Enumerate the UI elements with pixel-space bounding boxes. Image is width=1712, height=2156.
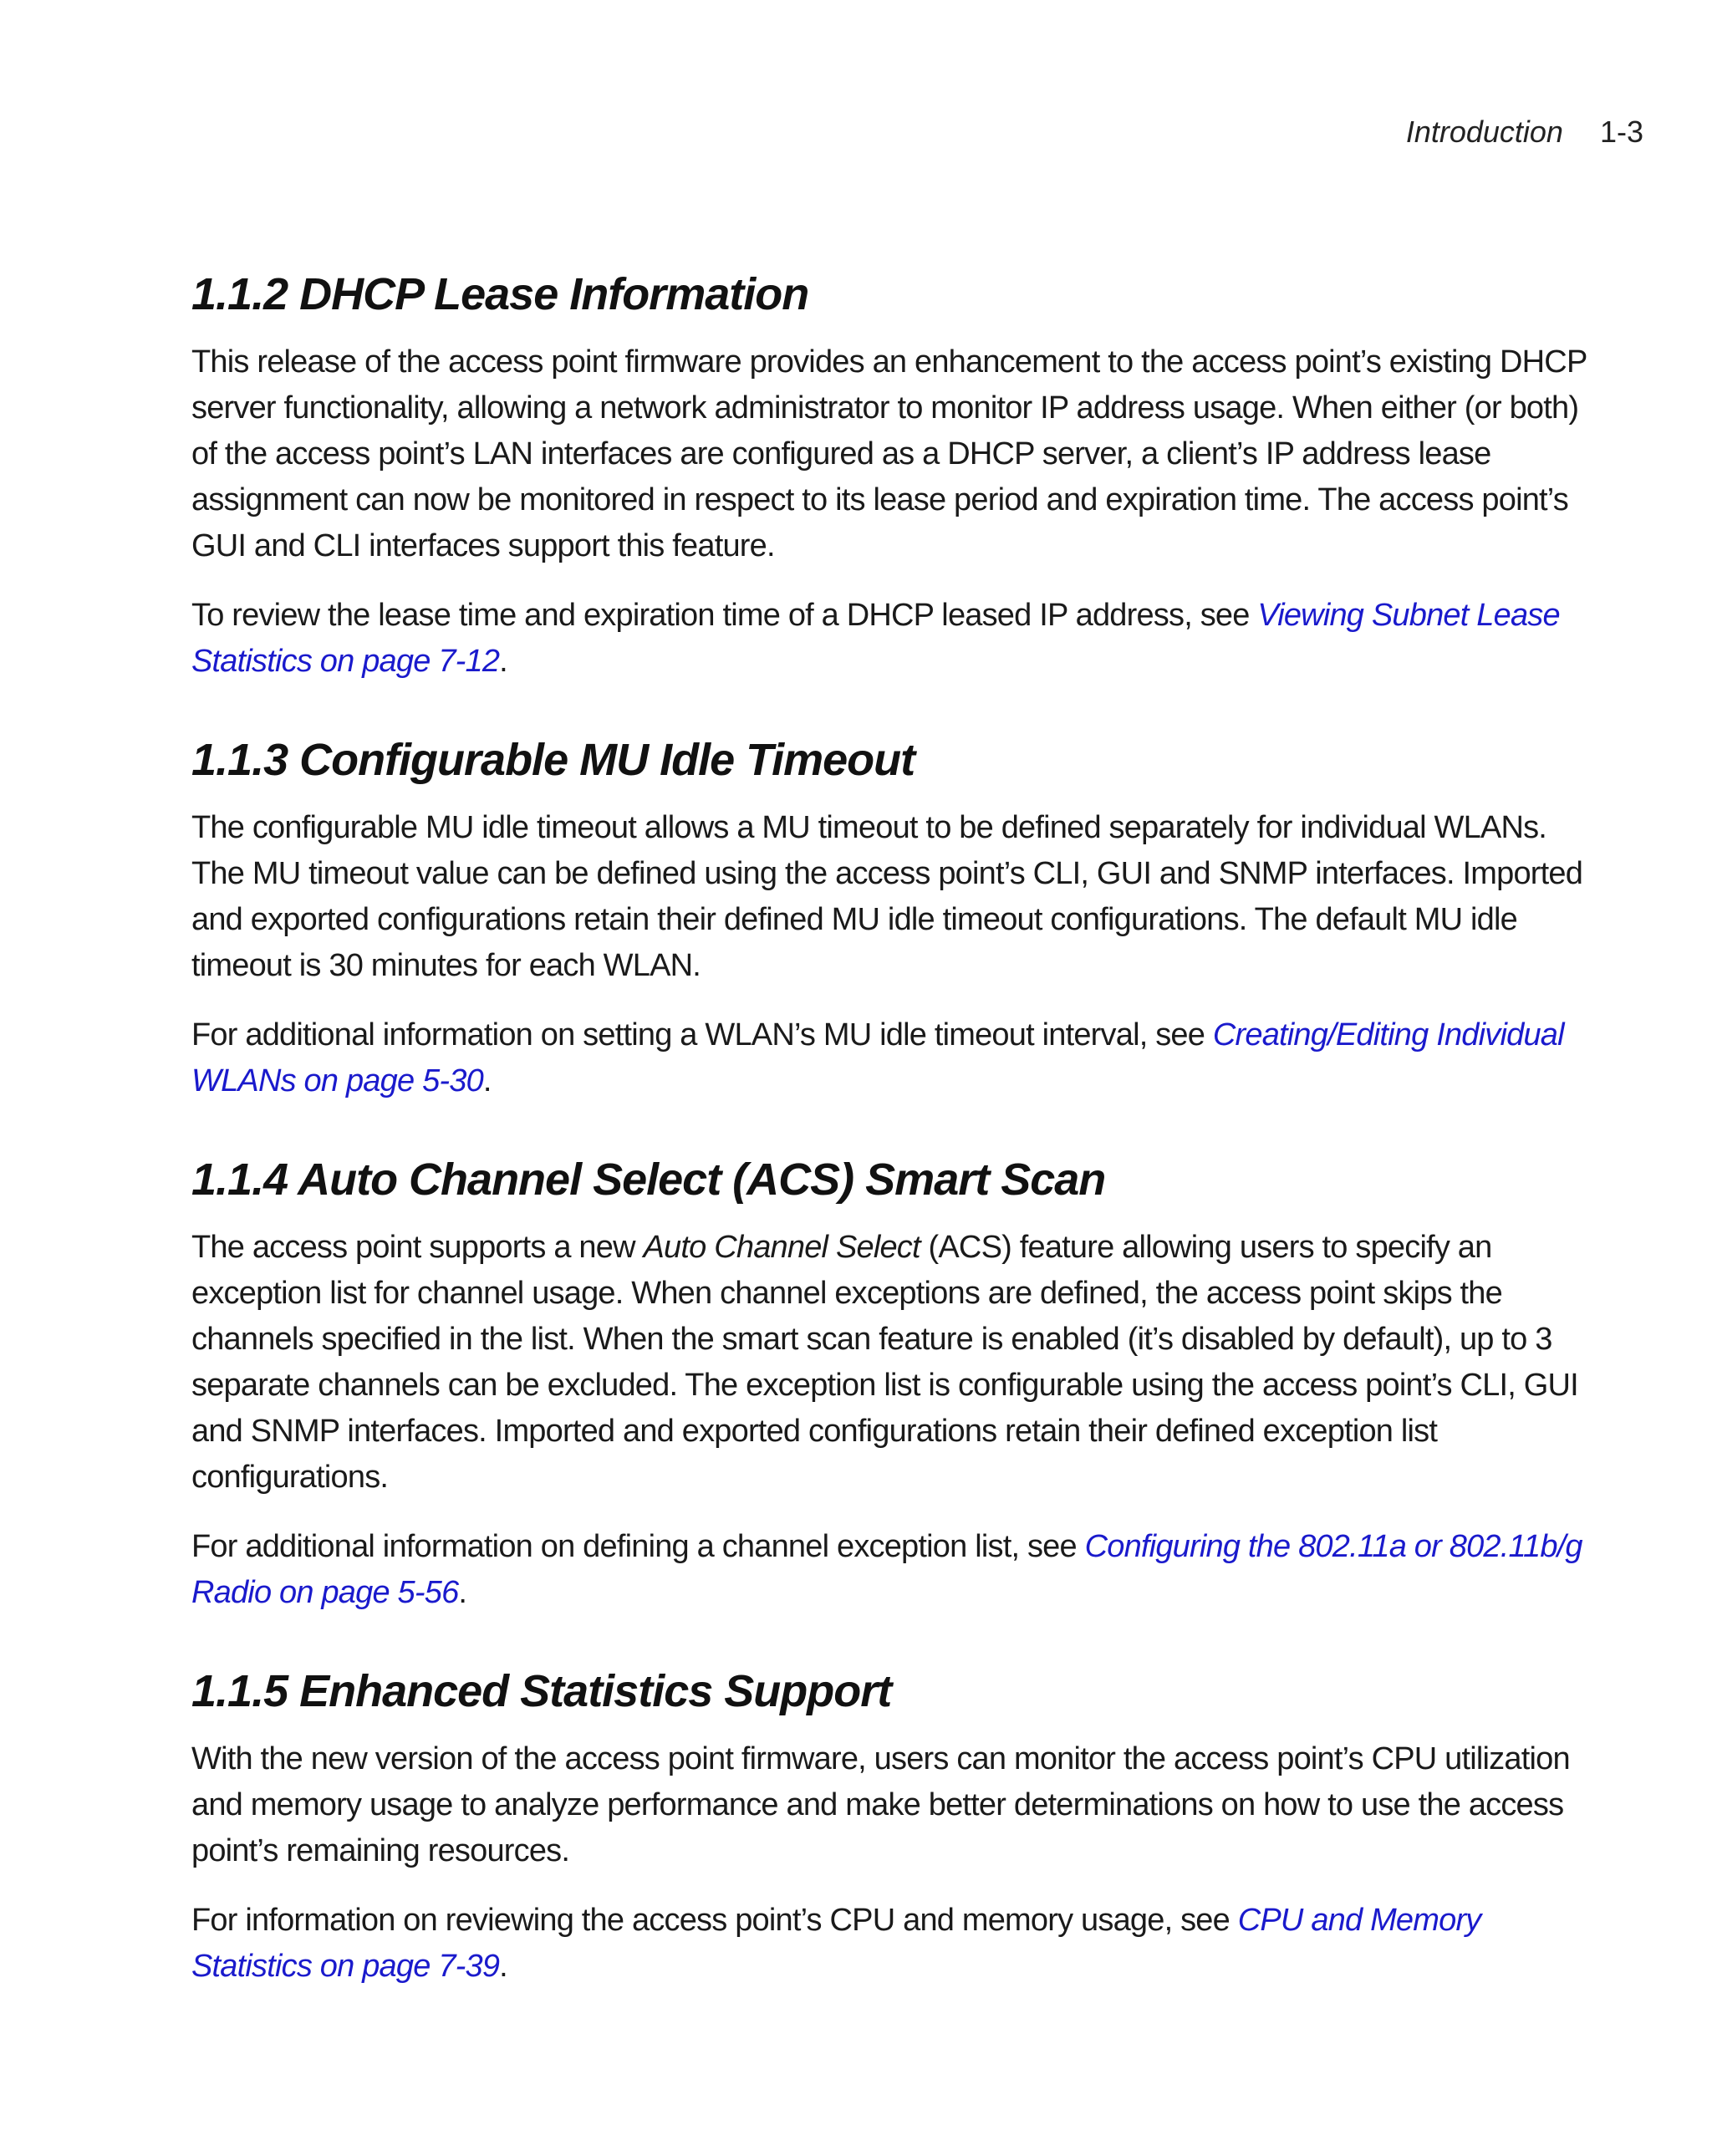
page-number: 1-3 bbox=[1599, 115, 1643, 149]
section-configurable-mu-idle-timeout bbox=[191, 733, 1596, 1104]
cross-reference-link[interactable]: Viewing Subnet Lease Statistics on page 7-12 bbox=[191, 598, 1560, 679]
section-heading: 1.1.2 DHCP Lease Information bbox=[191, 269, 809, 319]
chapter-title: Introduction bbox=[1405, 115, 1563, 149]
running-header bbox=[1406, 114, 1643, 150]
cross-reference-link[interactable]: CPU and Memory Statistics on page 7-39 bbox=[191, 1903, 1481, 1984]
paragraph-text: . bbox=[499, 1949, 507, 1984]
paragraph-text: (ACS) feature allowing users to specify an exception list for channel usage. When channel exceptions are defined, the access point skips the channels specified in the list. When the smart scan feature is enabled (it’s disabled by default), up to 3 separate channels can be excluded. The exception list is configurable using the access point’s CLI, GUI and SNMP interfaces. Imported and exported configurations retain their defined exception list configurations. bbox=[191, 1230, 1578, 1495]
paragraph-text: . bbox=[458, 1575, 467, 1610]
cross-reference-paragraph bbox=[191, 1524, 1596, 1616]
paragraph-text: For additional information on setting a WLAN’s MU idle timeout interval, see bbox=[191, 1017, 1213, 1053]
cross-reference-link[interactable]: Configuring the 802.11a or 802.11b/g Radio on page 5-56 bbox=[191, 1529, 1582, 1610]
section-heading: 1.1.5 Enhanced Statistics Support bbox=[191, 1666, 892, 1716]
section-dhcp-lease-information bbox=[191, 268, 1596, 685]
section-auto-channel-select bbox=[191, 1153, 1596, 1616]
paragraph-text: . bbox=[499, 644, 507, 679]
paragraph-text: To review the lease time and expiration time of a DHCP leased IP address, see bbox=[191, 598, 1258, 633]
paragraph-text: For information on reviewing the access point’s CPU and memory usage, see bbox=[191, 1903, 1238, 1938]
cross-reference-link[interactable]: Creating/Editing Individual WLANs on page 5-30 bbox=[191, 1017, 1564, 1098]
document-body bbox=[191, 268, 1596, 2038]
cross-reference-paragraph bbox=[191, 593, 1596, 685]
emphasized-term: Auto Channel Select bbox=[643, 1230, 920, 1265]
paragraph: This release of the access point firmware provides an enhancement to the access point’s existing DHCP server functionality, allowing a network administrator to monitor IP address usage. When either (or both) of the access point’s LAN interfaces are configured as a DHCP server, a client’s IP address lease assignment can now be monitored in respect to its lease period and expiration time. The access point’s GUI and CLI interfaces support this feature. bbox=[191, 344, 1587, 563]
paragraph-text: For additional information on defining a channel exception list, see bbox=[191, 1529, 1085, 1564]
section-heading: 1.1.4 Auto Channel Select (ACS) Smart Scan bbox=[191, 1154, 1106, 1205]
section-heading: 1.1.3 Configurable MU Idle Timeout bbox=[191, 735, 915, 785]
cross-reference-paragraph bbox=[191, 1898, 1596, 1990]
paragraph-text: The access point supports a new bbox=[191, 1230, 644, 1265]
paragraph-text: . bbox=[482, 1063, 492, 1098]
paragraph: The configurable MU idle timeout allows a MU timeout to be defined separately for individual WLANs. The MU timeout value can be defined using the access point’s CLI, GUI and SNMP interfaces. Imported and exported configurations retain their defined MU idle timeout configurations. The default MU idle timeout is 30 minutes for each WLAN. bbox=[191, 810, 1583, 983]
paragraph: With the new version of the access point firmware, users can monitor the access point’s CPU utilization and memory usage to analyze performance and make better determinations on how to use the access point’s remaining resources. bbox=[191, 1741, 1570, 1868]
cross-reference-paragraph bbox=[191, 1012, 1596, 1104]
section-enhanced-statistics-support bbox=[191, 1664, 1596, 1990]
paragraph bbox=[191, 1225, 1596, 1501]
